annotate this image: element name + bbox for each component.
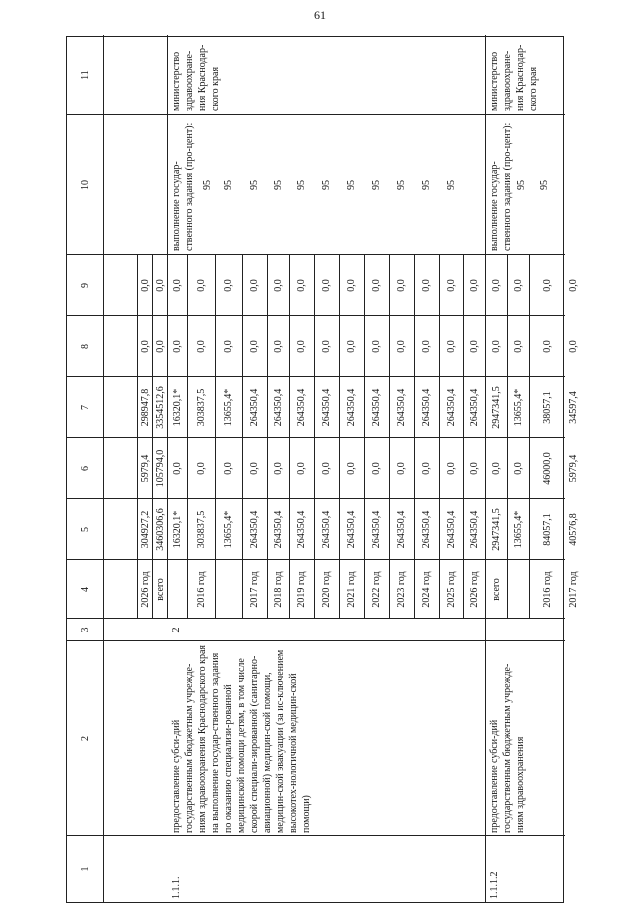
table-cell: 0,0 (512, 462, 524, 475)
table-cell: 3354512,6 (155, 386, 166, 429)
table-cell: 0,0 (296, 279, 307, 292)
table-cell: 0,0 (512, 340, 524, 353)
grid-line (314, 255, 315, 619)
table-cell: 0,0 (296, 340, 307, 353)
result-value: 95 (346, 180, 357, 190)
table-cell: 264350,4 (272, 388, 284, 427)
table-cell: 2026 год (468, 571, 480, 608)
grid-line (67, 114, 565, 115)
section-number: 1.1.1.2 (489, 871, 500, 899)
grid-line (339, 255, 340, 619)
table-cell: 46000,0 (541, 452, 553, 485)
table-cell: 13655,4* (223, 510, 234, 549)
table-cell: 0,0 (249, 340, 260, 353)
table-cell: 0,0 (568, 279, 579, 292)
table-cell: 264350,4 (346, 510, 357, 549)
executor: министерство здравоохране-ния Краснодар-ского края (489, 44, 539, 111)
table-cell: 0,0 (421, 340, 432, 353)
table-cell: 264350,4 (468, 510, 480, 549)
table-cell: 2018 год (272, 571, 284, 608)
grid-line (137, 255, 138, 619)
column-header: 6 (80, 466, 91, 471)
result-value: 95 (445, 180, 457, 190)
column-header: 3 (80, 627, 91, 633)
table-cell: 264350,4 (396, 510, 407, 549)
table-cell: 303837,5 (195, 510, 207, 549)
table-cell: 0,0 (468, 340, 480, 353)
grid-line (167, 255, 168, 619)
grid-line (439, 255, 440, 619)
table-cell: 2022 год (371, 571, 382, 608)
result-value: 95 (249, 180, 260, 190)
table-cell: 0,0 (321, 462, 332, 475)
result-value: 95 (371, 180, 382, 190)
table-cell: 0,0 (249, 462, 260, 475)
result-value: 95 (539, 180, 550, 190)
table-cell: 264350,4 (321, 510, 332, 549)
grid-line (215, 255, 216, 619)
table-cell: 5979,4 (140, 454, 151, 483)
table-cell: 13655,4* (512, 510, 524, 549)
table-cell: 0,0 (272, 279, 284, 292)
table-cell: 264350,4 (445, 510, 457, 549)
grid-line (67, 640, 565, 641)
table-cell: 38057,1 (541, 391, 553, 424)
table-cell: 0,0 (421, 279, 432, 292)
table-cell: 264350,4 (421, 510, 432, 549)
grid-line (242, 255, 243, 619)
table-cell: 0,0 (272, 462, 284, 475)
table-cell: 13655,4* (512, 388, 524, 427)
table-cell: 2021 год (346, 571, 357, 608)
grid-line (152, 255, 153, 619)
table-cell: 16320,1* (171, 388, 183, 427)
table-cell: 0,0 (396, 279, 407, 292)
column-header: 11 (80, 70, 91, 80)
grid-line (485, 115, 486, 255)
table-cell: 0,0 (195, 340, 207, 353)
table-cell: 0,0 (541, 340, 553, 353)
grid-line (463, 255, 464, 619)
grid-line (364, 255, 365, 619)
table-cell: 0,0 (445, 340, 457, 353)
table-cell: 34597,4 (568, 391, 579, 424)
table-cell: 0,0 (223, 340, 234, 353)
table-cell: всего (155, 578, 166, 601)
table-cell: 0,0 (371, 340, 382, 353)
column-header: 8 (80, 344, 91, 349)
table-cell: 264350,4 (445, 388, 457, 427)
table-cell: 0,0 (541, 279, 553, 292)
table-cell: 0,0 (321, 340, 332, 353)
table-cell: 0,0 (346, 279, 357, 292)
grid-line (289, 255, 290, 619)
column-header: 9 (80, 283, 91, 288)
table-cell: 0,0 (171, 462, 183, 475)
column-header: 1 (80, 866, 91, 872)
table-cell: 0,0 (490, 340, 502, 353)
table-cell: 0,0 (512, 279, 524, 292)
table-cell: 0,0 (396, 340, 407, 353)
table-cell: 0,0 (490, 279, 502, 292)
table-cell: 0,0 (140, 340, 151, 353)
table-cell: 298947,8 (140, 388, 151, 427)
table-cell: 0,0 (171, 279, 183, 292)
grid-line (187, 255, 188, 619)
table-cell: 0,0 (490, 462, 502, 475)
table-cell: 0,0 (155, 340, 166, 353)
result-label: выполнение государ-ственного задания (про-цент): (489, 122, 513, 251)
table-cell: 264350,4 (249, 510, 260, 549)
table-cell: 0,0 (445, 279, 457, 292)
table-cell: 2025 год (445, 571, 457, 608)
table-cell: 264350,4 (468, 388, 480, 427)
table-cell: 264350,4 (296, 388, 307, 427)
budget-table (66, 36, 579, 903)
table-cell: 0,0 (195, 462, 207, 475)
table-cell: 2020 год (321, 571, 332, 608)
table-cell: 0,0 (371, 279, 382, 292)
grid-line (103, 35, 104, 902)
result-value: 95 (272, 180, 284, 190)
table-cell: 0,0 (223, 279, 234, 292)
grid-line (389, 255, 390, 619)
table-cell: 13655,4* (223, 388, 234, 427)
grid-line (167, 115, 168, 255)
table-cell: 264350,4 (346, 388, 357, 427)
table-cell: 0,0 (468, 462, 480, 475)
executor: министерство здравоохране-ния Краснодар-ского края (171, 44, 221, 111)
table-cell: 0,0 (346, 462, 357, 475)
table-cell: 2017 год (249, 571, 260, 608)
grid-line (529, 255, 530, 619)
grid-line (167, 35, 168, 115)
table-cell: 2947341,5 (490, 508, 502, 551)
table-cell: 0,0 (468, 279, 480, 292)
section-number: 1.1.1. (171, 876, 182, 899)
column-header: 2 (80, 736, 91, 741)
grid-line (67, 835, 565, 836)
grid-line (507, 255, 508, 619)
table-cell: 0,0 (171, 340, 183, 353)
section-code: 2 (171, 627, 182, 633)
table-cell: 264350,4 (421, 388, 432, 427)
table-cell: 0,0 (371, 462, 382, 475)
page-number: 61 (314, 8, 326, 22)
result-value: 95 (296, 180, 307, 190)
column-header: 4 (80, 587, 91, 592)
grid-line (267, 255, 268, 619)
table-cell: 0,0 (155, 279, 166, 292)
result-value: 95 (516, 180, 527, 190)
table-cell: 303837,5 (195, 388, 207, 427)
table-cell: 0,0 (195, 279, 207, 292)
table-cell: 0,0 (249, 279, 260, 292)
table-cell: 2017 год (568, 571, 579, 608)
table-cell: 16320,1* (171, 510, 183, 549)
column-header: 10 (80, 180, 91, 190)
table-cell: 0,0 (272, 340, 284, 353)
table-cell: 0,0 (445, 462, 457, 475)
table-cell: 0,0 (223, 462, 234, 475)
table-cell: 0,0 (321, 279, 332, 292)
table-cell: 2016 год (195, 571, 207, 608)
rotated-table (66, 36, 579, 903)
table-cell: 0,0 (140, 279, 151, 292)
grid-line (414, 255, 415, 619)
table-cell: 2019 год (296, 571, 307, 608)
table-cell: 2024 год (421, 571, 432, 608)
table-cell: 264350,4 (296, 510, 307, 549)
table-cell: 0,0 (568, 340, 579, 353)
section-name: предоставление субси-дий государственным бюджетным учрежде-ниям здравоохранения Краснодарского края на выполнение государ-ственного задания по оказанию специализи-рованной медицинской помощи детям, в том числе скорой специали-зированной (санитарно-авиационной) медицин-ской помощи, медицин-ской эвакуации (за ис-ключением высокотех-нологичной медицин-ской помощи) (171, 644, 312, 833)
table-cell: 264350,4 (321, 388, 332, 427)
result-value: 95 (223, 180, 234, 190)
table-cell: 2023 год (396, 571, 407, 608)
table-cell: 5979,4 (568, 454, 579, 483)
table-cell: 264350,4 (249, 388, 260, 427)
table-cell: 0,0 (346, 340, 357, 353)
column-header: 7 (80, 405, 91, 410)
table-cell: 2016 год (541, 571, 553, 608)
table-cell: 84057,1 (541, 513, 553, 546)
table-cell: 0,0 (421, 462, 432, 475)
table-cell: 264350,4 (272, 510, 284, 549)
table-cell: 0,0 (296, 462, 307, 475)
result-value: 95 (421, 180, 432, 190)
table-cell: 264350,4 (371, 510, 382, 549)
table-cell: 3460306,6 (155, 508, 166, 551)
table-cell: 304927,2 (140, 510, 151, 549)
section-name: предоставление субси-дий государственным бюджетным учрежде-ниям здравоохранения (489, 663, 526, 833)
column-header: 5 (80, 527, 91, 532)
table-cell: 2026 год (140, 571, 151, 608)
result-value: 95 (321, 180, 332, 190)
result-value: 95 (202, 180, 213, 190)
result-value: 95 (396, 180, 407, 190)
result-label: выполнение государ-ственного задания (про-цент): (171, 122, 195, 251)
table-cell: 0,0 (396, 462, 407, 475)
table-cell: 2947341,5 (490, 386, 502, 429)
table-cell: 264350,4 (396, 388, 407, 427)
table-cell: 105794,0 (155, 449, 166, 488)
table-cell: 264350,4 (371, 388, 382, 427)
table-cell: всего (490, 578, 502, 601)
table-cell: 40576,8 (568, 513, 579, 546)
